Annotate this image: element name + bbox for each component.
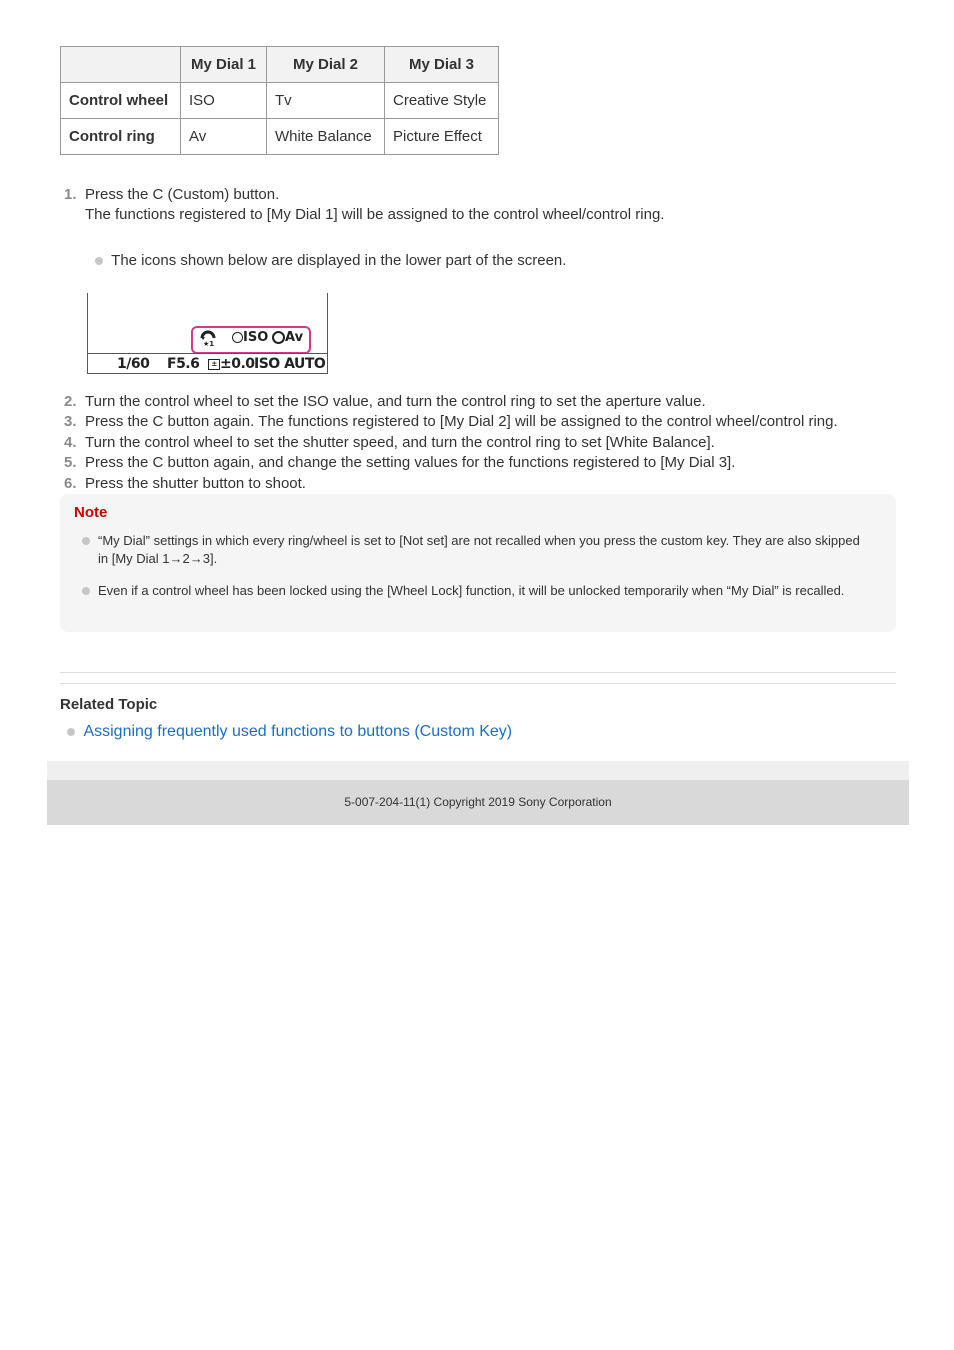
bullet-icon: [67, 728, 75, 736]
step-text: Press the shutter button to shoot.: [85, 475, 306, 492]
table-row-label: Control wheel: [61, 83, 181, 119]
iso-label: ISO: [243, 330, 269, 345]
step-text: Press the C (Custom) button.: [85, 186, 280, 203]
exposure-icon: ±: [208, 359, 220, 370]
step-number: 6.: [64, 475, 77, 492]
table-header-cell: My Dial 1: [181, 47, 267, 83]
table-cell: ISO: [181, 83, 267, 119]
exposure-comp: [208, 356, 255, 372]
step-1-detail: The functions registered to [My Dial 1] will be assigned to the control wheel/control ring.: [85, 206, 665, 223]
table-header-empty: [61, 47, 181, 83]
step-number: 2.: [64, 393, 77, 410]
step-text: Turn the control wheel to set the shutter speed, and turn the control ring to set [White Balance].: [85, 434, 715, 451]
bullet-icon: [82, 537, 90, 545]
table-cell: Av: [181, 119, 267, 155]
copyright-text: 5-007-204-11(1) Copyright 2019 Sony Corporation: [344, 795, 612, 809]
note-item-text: Even if a control wheel has been locked using the [Wheel Lock] function, it will be unlocked temporarily when “My Dial” is recalled.: [98, 583, 845, 598]
step-number: 1.: [64, 186, 77, 203]
table-cell: White Balance: [267, 119, 385, 155]
ring-icon: [272, 331, 285, 344]
table-cell: Tv: [267, 83, 385, 119]
step-number: 3.: [64, 413, 77, 430]
step-1: [64, 185, 279, 205]
step-number: 5.: [64, 454, 77, 471]
aperture-value: F5.6: [167, 356, 200, 372]
control-wheel-iso-icon: [232, 330, 268, 345]
footer-spacer: [47, 761, 909, 780]
divider: [60, 672, 896, 673]
table-header-cell: My Dial 2: [267, 47, 385, 83]
av-label: Av: [285, 330, 304, 345]
step-text: Turn the control wheel to set the ISO value, and turn the control ring to set the aperture value.: [85, 393, 706, 410]
footer: [47, 780, 909, 825]
exposure-value: ±0.0: [220, 356, 255, 372]
step-2: [64, 392, 706, 412]
divider: [60, 683, 896, 684]
table-row-label: Control ring: [61, 119, 181, 155]
note-item: [82, 532, 872, 568]
related-topic-heading: Related Topic: [60, 696, 158, 713]
table-header-cell: My Dial 3: [385, 47, 499, 83]
my-dial-icon: [200, 329, 216, 351]
step-1-bullet-text: The icons shown below are displayed in the lower part of the screen.: [111, 252, 567, 269]
table-cell: Creative Style: [385, 83, 499, 119]
note-title: Note: [74, 504, 108, 521]
my-dial-table: [60, 46, 499, 155]
table-row: [61, 83, 499, 119]
screen-divider: [88, 353, 327, 354]
wheel-icon: [232, 332, 243, 343]
step-3: [64, 412, 838, 432]
table-cell: Picture Effect: [385, 119, 499, 155]
custom-key-link[interactable]: Assigning frequently used functions to buttons (Custom Key): [83, 723, 513, 740]
step-4: [64, 433, 715, 453]
bullet-icon: [82, 587, 90, 595]
step-number: 4.: [64, 434, 77, 451]
step-text: Press the C button again. The functions registered to [My Dial 2] will be assigned to the control wheel/control ring.: [85, 413, 838, 430]
note-box: [60, 494, 896, 632]
bullet-icon: [95, 257, 103, 265]
table-header-row: [61, 47, 499, 83]
step-text: Press the C button again, and change the setting values for the functions registered to [My Dial 3].: [85, 454, 736, 471]
camera-screen-illustration: [87, 293, 328, 374]
shutter-speed: 1/60: [117, 356, 150, 372]
step-5: [64, 453, 735, 473]
note-item: [82, 582, 872, 600]
iso-setting: ISO AUTO: [254, 356, 326, 372]
related-topic-item: [67, 722, 512, 742]
step-1-bullet: [95, 251, 566, 271]
step-6: [64, 474, 306, 494]
control-ring-av-icon: [272, 330, 303, 345]
note-item-text: “My Dial” settings in which every ring/wheel is set to [Not set] are not recalled when you press the custom key. They are also skipped in [My Dial 1→2→3].: [98, 533, 860, 566]
table-row: [61, 119, 499, 155]
svg-text:★1: ★1: [203, 340, 215, 347]
